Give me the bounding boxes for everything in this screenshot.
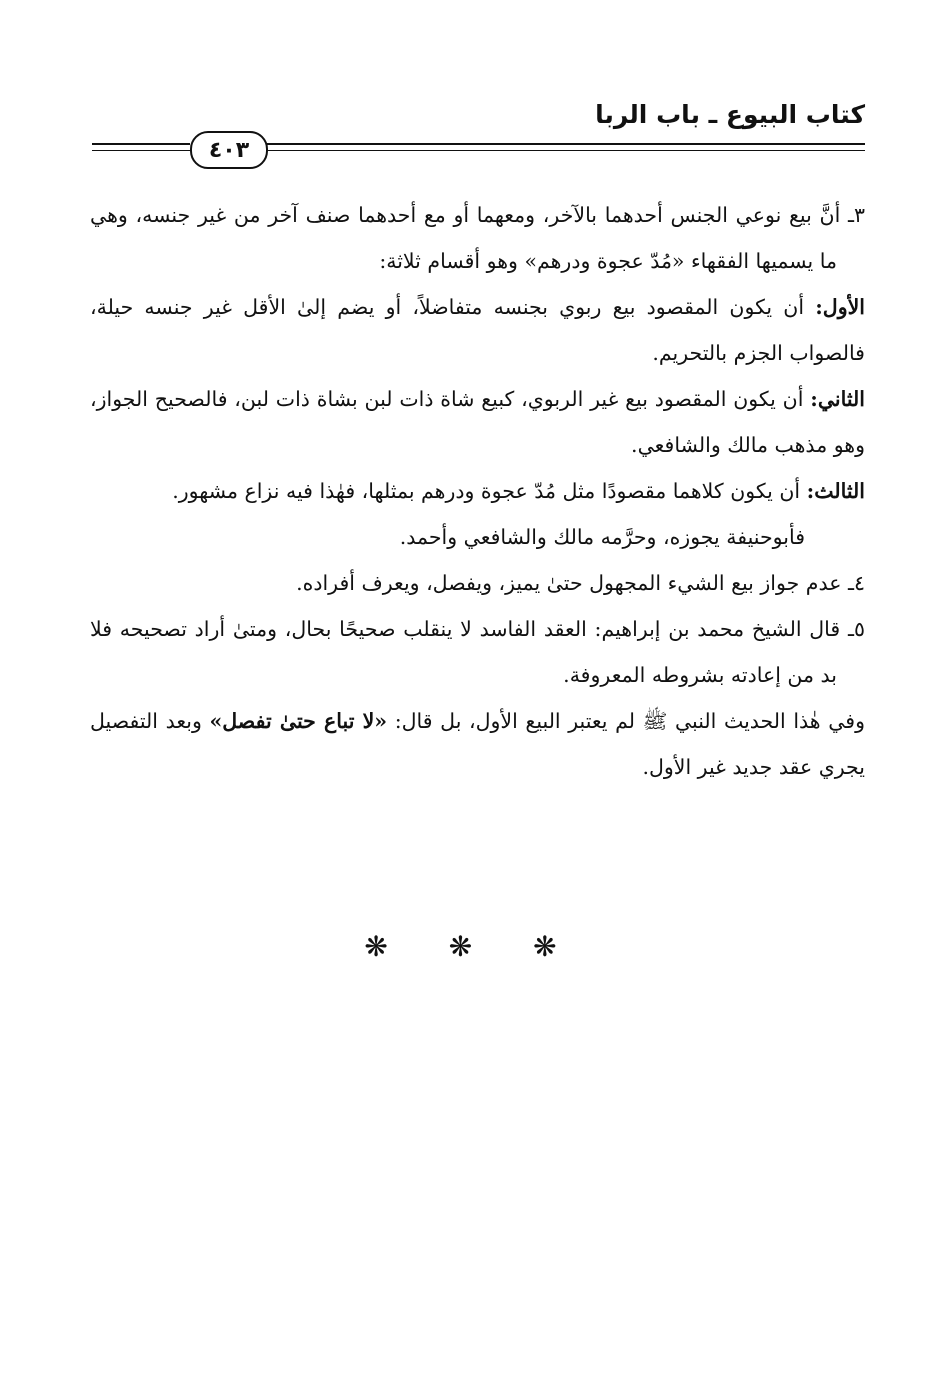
paragraph-first-kind	[90, 284, 865, 376]
page-number: ٤٠٣	[208, 137, 250, 163]
header-rule-right	[264, 143, 865, 145]
third-kind-label: الثالث:	[806, 479, 865, 503]
section-separator-stars: ❋ ❋ ❋	[364, 930, 583, 963]
final-text-after: وبعد التفصيل يجري عقد جديد غير الأول.	[90, 709, 865, 779]
paragraph-item-4: ٤ـ عدم جواز بيع الشيء المجهول حتىٰ يميز، ويفصل، ويعرف أفراده.	[296, 571, 865, 595]
header-rule-right-thin	[264, 150, 865, 151]
hadith-quote: «لا تباع حتىٰ تفصل»	[209, 709, 388, 733]
first-kind-text: أن يكون المقصود بيع ربوي بجنسه متفاضلاً، أو يضم إلىٰ الأقل غير جنسه حيلة، فالصواب الجزم بالتحريم.	[90, 295, 865, 365]
second-kind-text: أن يكون المقصود بيع غير الربوي، كبيع شاة ذات لبن بشاة ذات لبن، فالصحيح الجواز، وهو مذهب مالك والشافعي.	[90, 387, 865, 457]
page-body	[90, 192, 865, 790]
header-rule-left	[92, 143, 190, 145]
paragraph-second-kind	[90, 376, 865, 468]
final-text-before: وفي هٰذا الحديث النبي ﷺ لم يعتبر البيع الأول، بل قال:	[394, 709, 865, 733]
header-rule-left-thin	[92, 150, 190, 151]
paragraph-item-5: ٥ـ قال الشيخ محمد بن إبراهيم: العقد الفاسد لا ينقلب صحيحًا بحال، ومتىٰ أراد تصحيحه فلا بد من إعادته بشروطه المعروفة.	[90, 617, 865, 687]
second-kind-label: الثاني:	[810, 387, 865, 411]
paragraph-third-followup: فأبوحنيفة يجوزه، وحرَّمه مالك والشافعي وأحمد.	[399, 525, 805, 549]
paragraph-final	[90, 698, 865, 790]
page-number-badge	[190, 131, 268, 169]
running-header-title: كتاب البيوع ـ باب الربا	[595, 100, 865, 129]
paragraph-third-kind	[90, 468, 865, 514]
third-kind-text: أن يكون كلاهما مقصودًا مثل مُدّ عجوة ودرهم بمثلها، فهٰذا فيه نزاع مشهور.	[172, 479, 801, 503]
first-kind-label: الأول:	[815, 295, 865, 319]
paragraph-item-3: ٣ـ أنَّ بيع نوعي الجنس أحدهما بالآخر، ومعهما أو مع أحدهما صنف آخر من غير جنسه، وهي ما يسميها الفقهاء «مُدّ عجوة ودرهم» وهو أقسام ثلاثة:	[90, 203, 865, 273]
